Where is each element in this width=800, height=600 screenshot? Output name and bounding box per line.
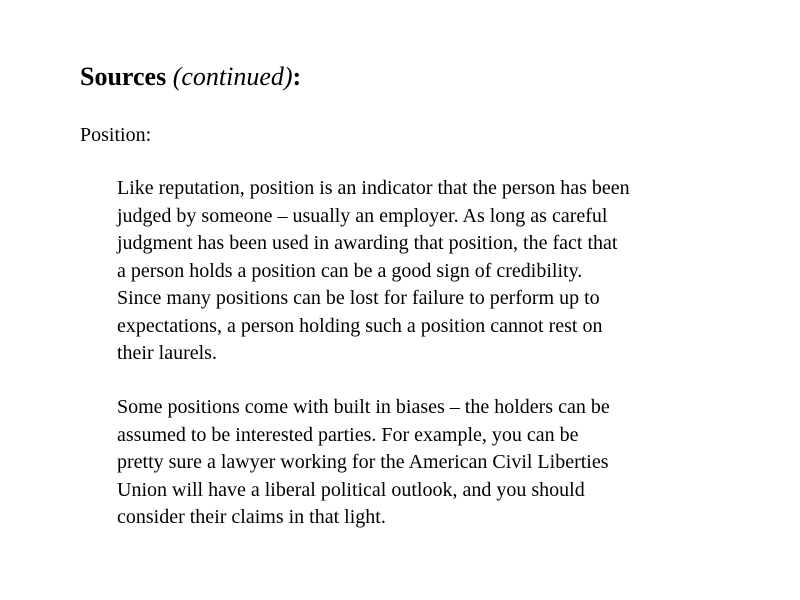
paragraph-line: judgment has been used in awarding that position, the fact that (117, 232, 618, 254)
paragraph-line: assumed to be interested parties. For example, you can be (117, 423, 579, 446)
subheading: Position: (80, 124, 152, 146)
slide-title-suffix: : (292, 62, 302, 91)
paragraph-line: Since many positions can be lost for failure to perform up to (117, 287, 600, 309)
slide-title (80, 60, 301, 94)
paragraph-line: their laurels. (117, 342, 217, 364)
slide-title-qualifier: (continued) (172, 62, 293, 91)
paragraph-reputation (117, 175, 777, 368)
slide-title-main: Sources (80, 62, 167, 91)
paragraph-line: consider their claims in that light. (117, 506, 386, 528)
paragraph-line: a person holds a position can be a good sign of credibility. (117, 259, 583, 282)
paragraph-line: pretty sure a lawyer working for the American Civil Liberties (117, 451, 609, 473)
paragraph-line: Union will have a liberal political outlook, and you should (117, 478, 585, 501)
paragraph-line: Like reputation, position is an indicator that the person has been (117, 177, 630, 199)
paragraph-line: judged by someone – usually an employer. As long as careful (117, 204, 608, 227)
paragraph-biases (117, 394, 777, 532)
paragraph-line: expectations, a person holding such a position cannot rest on (117, 314, 603, 337)
paragraph-line: Some positions come with built in biases – the holders can be (117, 396, 610, 418)
